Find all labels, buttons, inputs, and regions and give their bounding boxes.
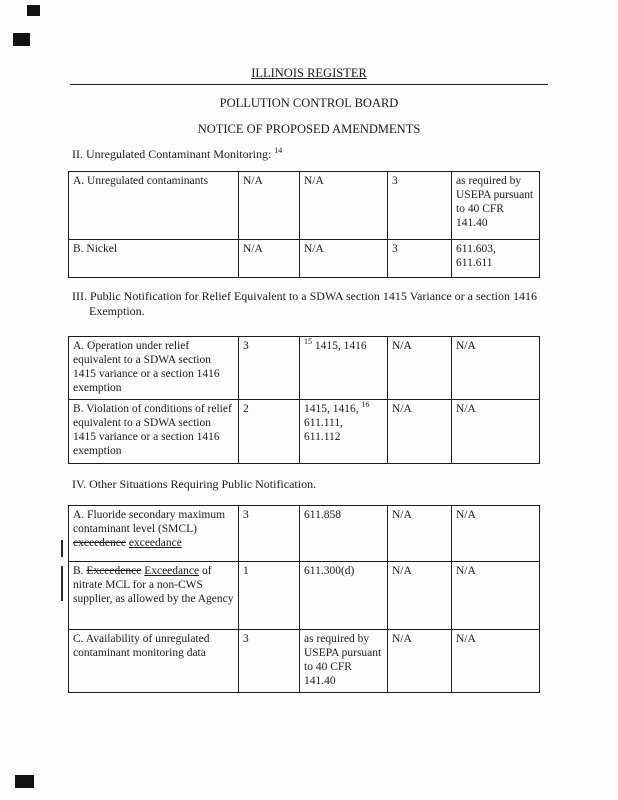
table-row bbox=[69, 630, 540, 693]
cell-value: N/A bbox=[452, 506, 540, 562]
table-public-notification-relief bbox=[68, 336, 540, 464]
cell-value: N/A bbox=[452, 562, 540, 630]
cell-value: 1415, 1416, $^{16}$ 611.111, 611.112 bbox=[300, 400, 388, 464]
row-label: A. Unregulated contaminants bbox=[69, 172, 239, 240]
section-ii-heading: II. Unregulated Contaminant Monitoring: $^{14}$ bbox=[72, 146, 283, 161]
cell-value: $^{15}$ 1415, 1416 bbox=[300, 337, 388, 400]
cell-value: 3 bbox=[388, 240, 452, 278]
cell-value: as required by USEPA pursuant to 40 CFR 141.40 bbox=[452, 172, 540, 240]
table-row bbox=[69, 562, 540, 630]
register-title: ILLINOIS REGISTER bbox=[251, 66, 367, 80]
section-iv-heading: IV. Other Situations Requiring Public Notification. bbox=[72, 477, 317, 491]
change-bar-2 bbox=[61, 566, 63, 601]
table-row bbox=[69, 506, 540, 562]
table-other-situations bbox=[68, 505, 540, 693]
cell-value: 3 bbox=[388, 172, 452, 240]
row-label: A. Operation under relief equivalent to a SDWA section 1415 variance or a section 1416 exemption bbox=[69, 337, 239, 400]
notice-title: NOTICE OF PROPOSED AMENDMENTS bbox=[197, 122, 421, 136]
cell-value: 611.603, 611.611 bbox=[452, 240, 540, 278]
row-label: A. Fluoride secondary maximum contaminant level (SMCL) exceedence exceedance bbox=[69, 506, 239, 562]
cell-value: 3 bbox=[239, 630, 300, 693]
cell-value: N/A bbox=[239, 240, 300, 278]
cell-value: N/A bbox=[388, 630, 452, 693]
scan-artifact-top-2 bbox=[13, 33, 30, 46]
row-label: B. Exceedence Exceedance of nitrate MCL for a non-CWS supplier, as allowed by the Agency bbox=[69, 562, 239, 630]
cell-value: 3 bbox=[239, 337, 300, 400]
row-label: B. Violation of conditions of relief equivalent to a SDWA section 1415 variance or a section 1416 exemption bbox=[69, 400, 239, 464]
section-iii-heading: III. Public Notification for Relief Equivalent to a SDWA section 1415 Variance or a section 1416 Exemption. bbox=[72, 289, 537, 318]
row-label: C. Availability of unregulated contaminant monitoring data bbox=[69, 630, 239, 693]
cell-value: N/A bbox=[300, 240, 388, 278]
cell-value: N/A bbox=[452, 630, 540, 693]
cell-value: N/A bbox=[239, 172, 300, 240]
header-rule bbox=[70, 84, 548, 85]
cell-value: 3 bbox=[239, 506, 300, 562]
scan-artifact-top-1 bbox=[27, 5, 40, 16]
cell-value: N/A bbox=[388, 337, 452, 400]
cell-value: N/A bbox=[388, 506, 452, 562]
table-row bbox=[69, 337, 540, 400]
scan-artifact-bottom bbox=[15, 775, 34, 788]
cell-value: N/A bbox=[388, 400, 452, 464]
cell-value: N/A bbox=[388, 562, 452, 630]
row-label: B. Nickel bbox=[69, 240, 239, 278]
cell-value: N/A bbox=[452, 337, 540, 400]
table-row bbox=[69, 400, 540, 464]
cell-value: 2 bbox=[239, 400, 300, 464]
board-title: POLLUTION CONTROL BOARD bbox=[219, 96, 399, 110]
table-row bbox=[69, 172, 540, 240]
cell-value: 611.300(d) bbox=[300, 562, 388, 630]
cell-value: as required by USEPA pursuant to 40 CFR 141.40 bbox=[300, 630, 388, 693]
table-unregulated-monitoring bbox=[68, 171, 540, 278]
cell-value: 611.858 bbox=[300, 506, 388, 562]
cell-value: N/A bbox=[452, 400, 540, 464]
cell-value: N/A bbox=[300, 172, 388, 240]
change-bar-1 bbox=[61, 540, 63, 557]
cell-value: 1 bbox=[239, 562, 300, 630]
table-row bbox=[69, 240, 540, 278]
